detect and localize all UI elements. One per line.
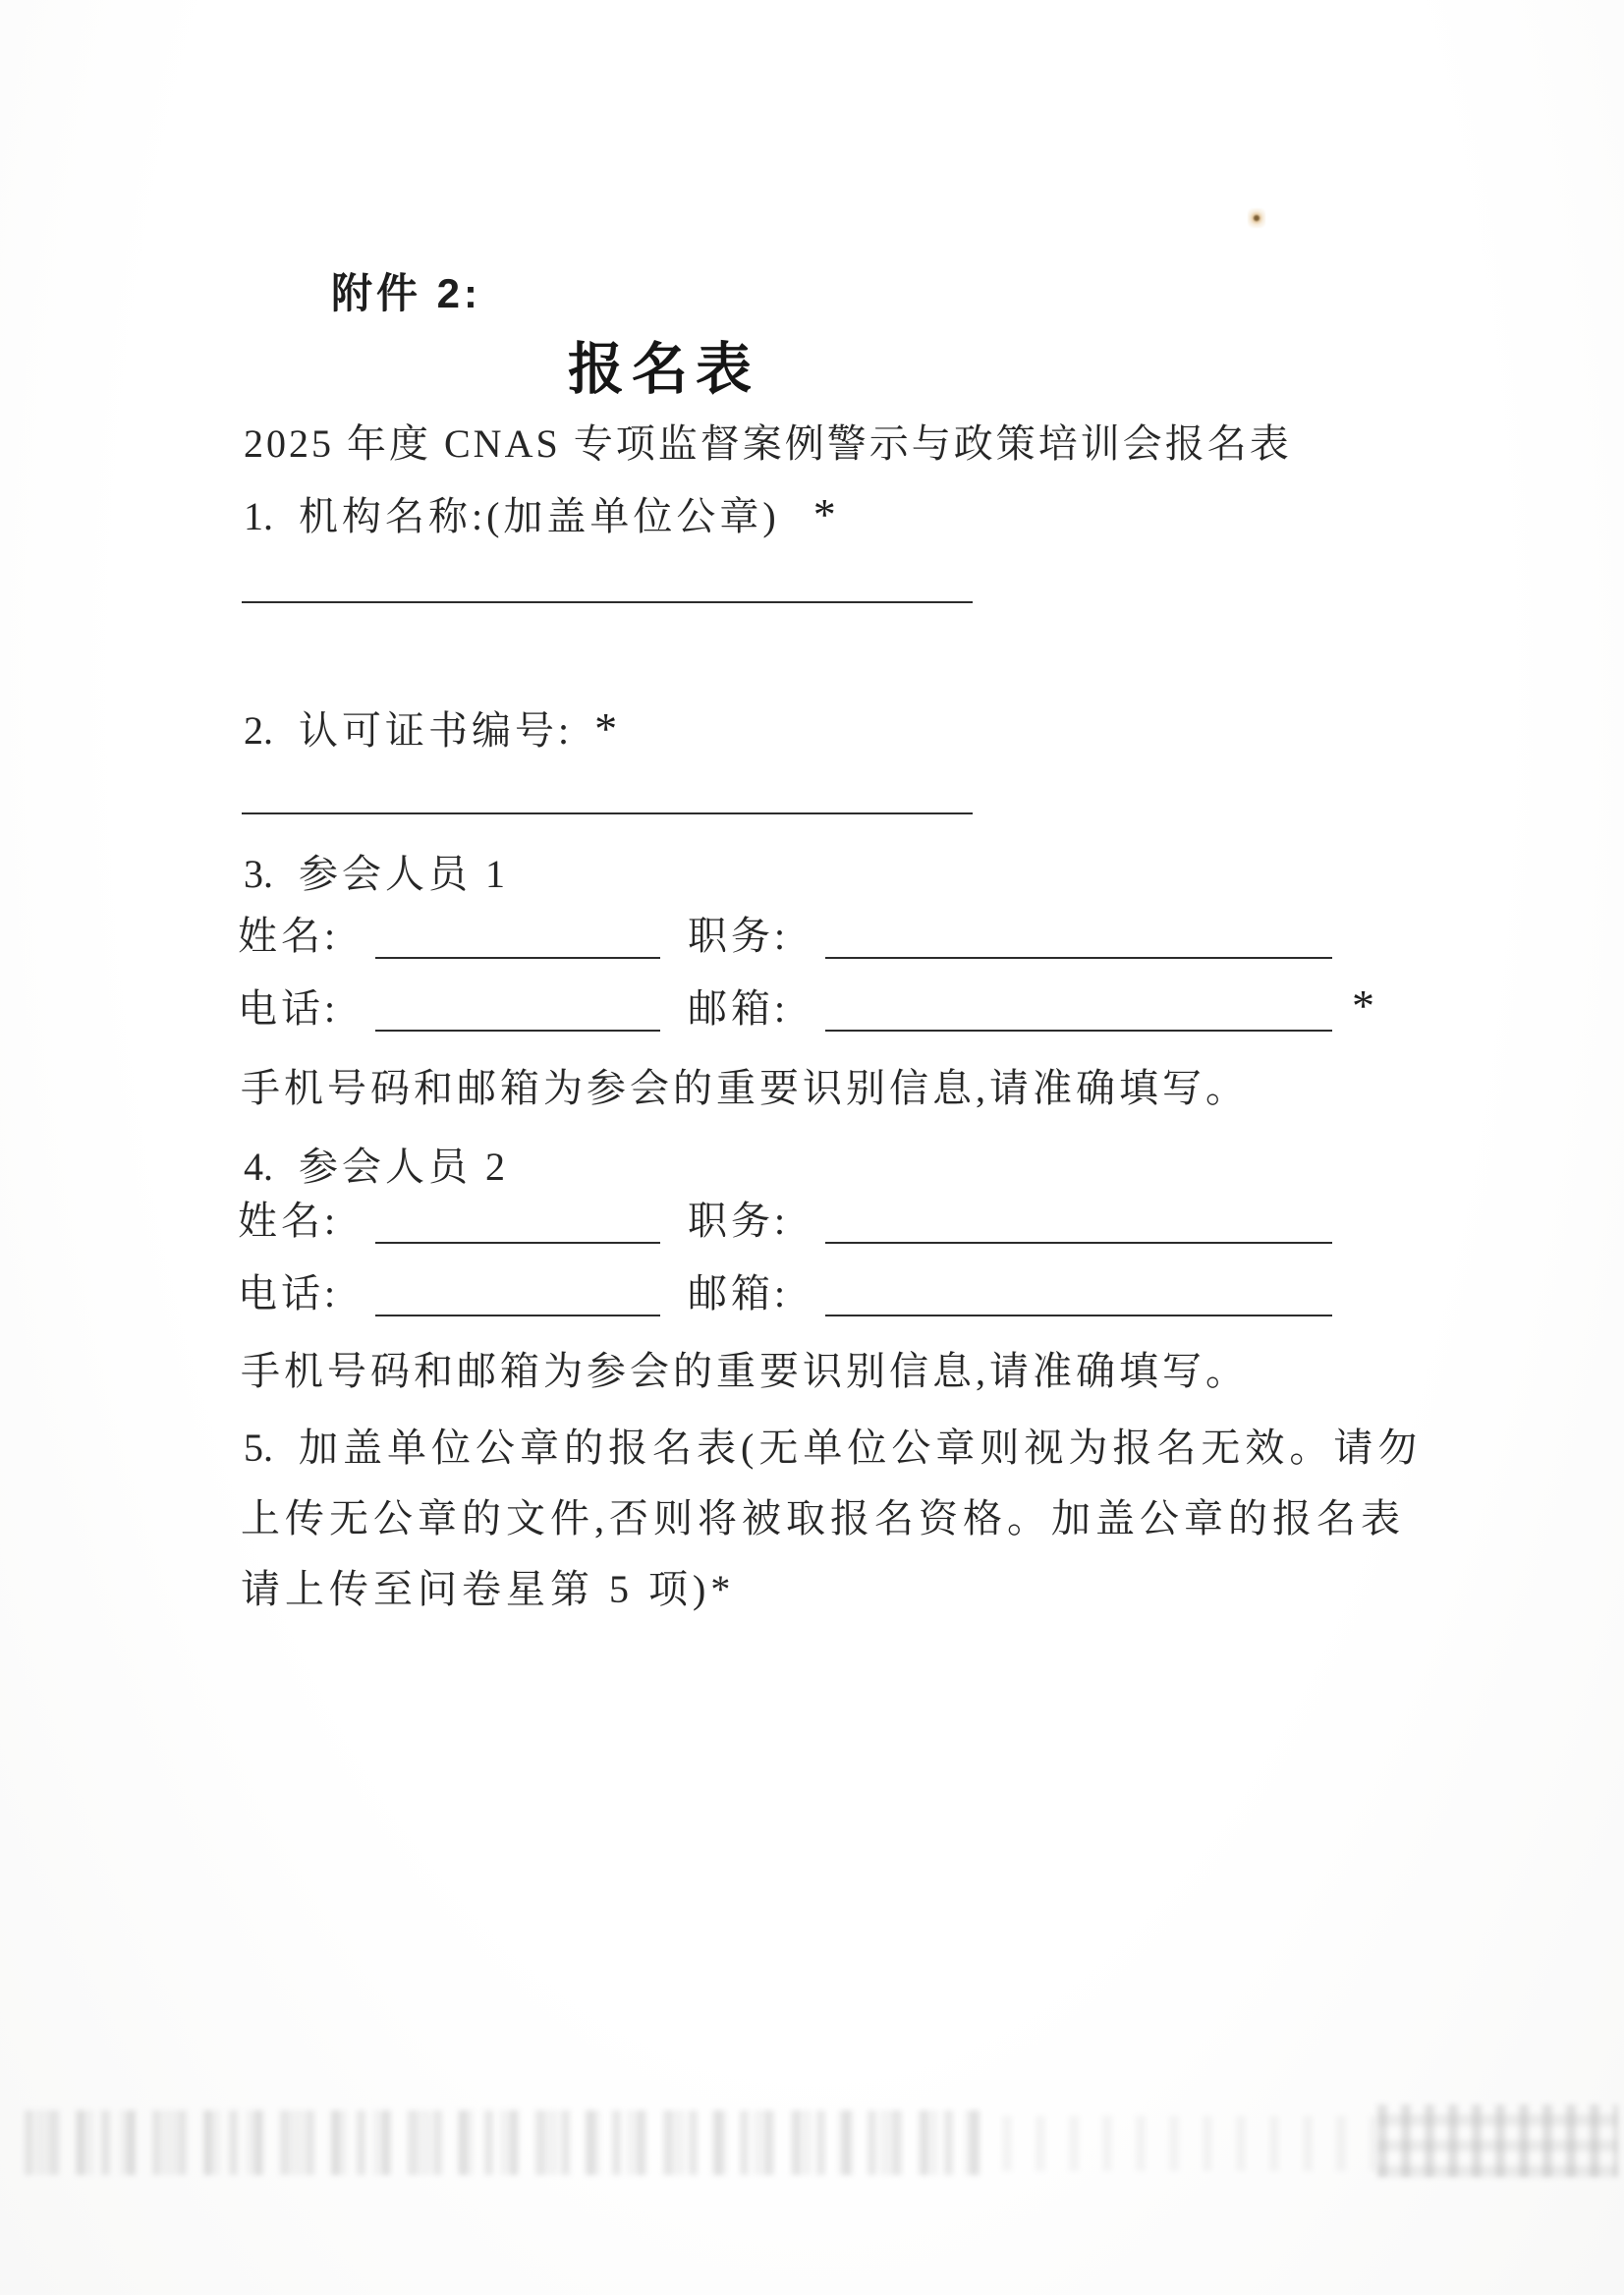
item-participant-2-heading (244, 1136, 509, 1192)
item-label: 认可证书编号: (299, 708, 574, 753)
required-asterisk: * (812, 489, 836, 539)
attachment-label: 附件 2: (331, 270, 482, 316)
email-label: 邮箱: (688, 986, 790, 1031)
phone-label: 电话: (238, 986, 340, 1031)
page-title: 报名表 (568, 338, 759, 401)
item-number: 3. (244, 852, 273, 896)
email-label: 邮箱: (688, 1271, 790, 1315)
participant-2-note: 手机号码和邮箱为参会的重要识别信息,请准确填写。 (241, 1349, 1249, 1393)
certificate-number-blank (242, 812, 973, 814)
item-number: 4. (244, 1145, 273, 1189)
ink-bleedthrough-artifact-middle (1002, 2116, 1375, 2171)
required-asterisk: * (594, 703, 618, 754)
job-title-blank (825, 916, 1332, 959)
ink-bleedthrough-artifact-left (25, 2110, 992, 2175)
ink-bleedthrough-artifact-right (1377, 2104, 1618, 2177)
paper-speck-artifact (1248, 208, 1265, 228)
item-stamp-instructions-line3: 请上传至问卷星第 5 项)* (241, 1567, 736, 1611)
participant-1-phone-email-row (238, 980, 1378, 1032)
phone-blank (375, 1273, 660, 1316)
job-title-label: 职务: (688, 914, 790, 958)
item-text: 加盖单位公章的报名表(无单位公章则视为报名无效。请勿 (299, 1426, 1423, 1470)
name-blank (375, 1201, 660, 1244)
name-label: 姓名: (238, 914, 340, 958)
email-blank (825, 988, 1332, 1032)
job-title-label: 职务: (688, 1199, 790, 1243)
email-blank (825, 1273, 1332, 1316)
item-institution-name (244, 485, 836, 541)
item-stamp-instructions-line2: 上传无公章的文件,否则将被取报名资格。加盖公章的报名表 (241, 1496, 1405, 1540)
item-number: 5. (244, 1426, 273, 1470)
required-asterisk: * (1352, 980, 1378, 1031)
item-label: 机构名称:(加盖单位公章) (299, 494, 780, 538)
item-label: 参会人员 1 (299, 852, 509, 896)
participant-2-name-title-row (238, 1199, 1332, 1244)
institution-name-blank (242, 601, 973, 603)
item-certificate-number (244, 700, 617, 756)
form-subtitle: 2025 年度 CNAS 专项监督案例警示与政策培训会报名表 (244, 421, 1292, 466)
participant-2-phone-email-row (238, 1271, 1332, 1316)
item-number: 1. (244, 494, 273, 538)
participant-1-note: 手机号码和邮箱为参会的重要识别信息,请准确填写。 (241, 1066, 1249, 1110)
item-participant-1-heading (244, 843, 509, 899)
phone-blank (375, 988, 660, 1032)
job-title-blank (825, 1201, 1332, 1244)
item-stamp-instructions-line1 (244, 1417, 1422, 1473)
item-label: 参会人员 2 (299, 1145, 509, 1189)
name-blank (375, 916, 660, 959)
item-number: 2. (244, 708, 273, 753)
name-label: 姓名: (238, 1199, 340, 1243)
phone-label: 电话: (238, 1271, 340, 1315)
participant-1-name-title-row (238, 914, 1332, 959)
